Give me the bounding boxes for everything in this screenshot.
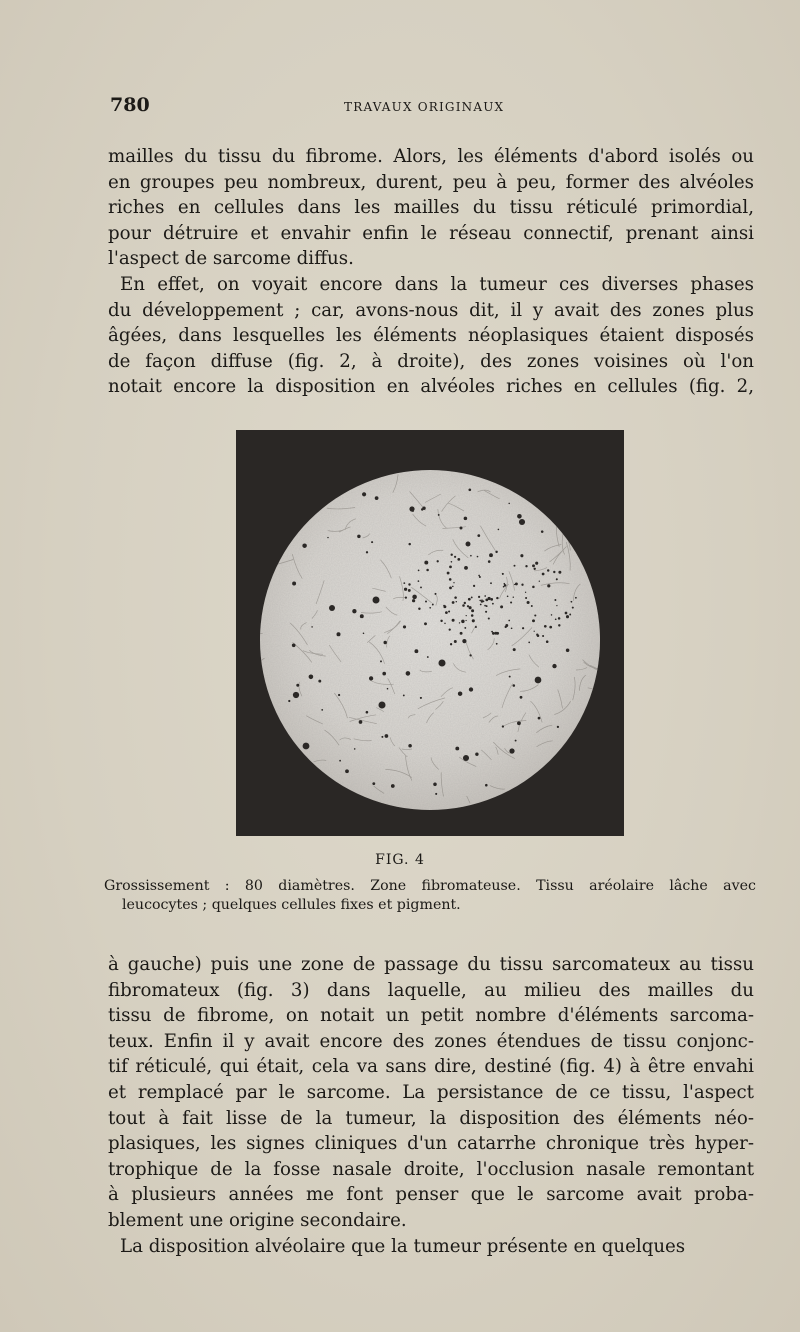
cell-dot xyxy=(327,537,328,538)
text-line: du développement ; car, avons-nous dit, il y avait des zones plus xyxy=(108,299,754,321)
cell-dot xyxy=(509,748,514,753)
cell-dot xyxy=(464,627,466,629)
text-line: riches en cellules dans les mailles du tissu réticulé primordial, xyxy=(108,197,754,219)
cell-dot xyxy=(408,583,410,585)
cell-dot xyxy=(380,660,382,662)
cell-dot xyxy=(462,604,465,607)
text-line: de façon diffuse (fig. 2, à droite), des zones voisines où l'on xyxy=(108,350,754,372)
cell-dot xyxy=(451,561,453,563)
cell-dot xyxy=(321,709,323,711)
cell-dot xyxy=(521,584,523,586)
text-line: trophique de la fosse nasale droite, l'occlusion nasale remontant xyxy=(108,1158,754,1180)
text-line: et remplacé par le sarcome. La persistance de ce tissu, l'aspect xyxy=(108,1081,754,1103)
cell-dot xyxy=(391,784,395,788)
cell-dot xyxy=(488,617,490,619)
cell-dot xyxy=(427,656,429,658)
cell-dot xyxy=(502,725,504,727)
cell-dot xyxy=(565,612,568,615)
cell-dot xyxy=(292,582,296,586)
text-line: notait encore la disposition en alvéoles riches en cellules (fig. 2, xyxy=(108,376,754,398)
cell-dot xyxy=(496,597,498,599)
cell-dot xyxy=(503,586,505,588)
cell-dot xyxy=(572,607,574,609)
cell-dot xyxy=(422,506,425,509)
cell-dot xyxy=(517,514,522,519)
cell-dot xyxy=(490,582,492,584)
micrograph-image xyxy=(236,430,624,836)
cell-dot xyxy=(566,649,570,653)
cell-dot xyxy=(296,684,299,687)
cell-dot xyxy=(513,648,516,651)
cell-dot xyxy=(418,607,420,609)
cell-dot xyxy=(509,676,511,678)
cell-dot xyxy=(546,640,549,643)
cell-dot xyxy=(373,597,380,604)
cell-dot xyxy=(378,701,385,708)
cell-dot xyxy=(452,586,454,588)
cell-dot xyxy=(520,696,523,699)
cell-dot xyxy=(477,534,480,537)
cell-dot xyxy=(502,573,504,575)
running-head: TRAVAUX ORIGINAUX xyxy=(344,100,505,114)
cell-dot xyxy=(366,711,369,714)
paragraph-bottom xyxy=(108,952,754,1259)
cell-dot xyxy=(425,600,427,602)
cell-dot xyxy=(475,626,477,628)
cell-dot xyxy=(424,622,427,625)
cell-dot xyxy=(383,641,386,644)
cell-dot xyxy=(557,726,559,728)
cell-dot xyxy=(360,614,364,618)
cell-dot xyxy=(532,586,535,589)
cell-dot xyxy=(480,604,482,606)
cell-dot xyxy=(463,755,469,761)
cell-dot xyxy=(309,675,314,680)
cell-dot xyxy=(345,769,349,773)
cell-dot xyxy=(478,596,480,598)
cell-dot xyxy=(558,617,561,620)
cell-dot xyxy=(292,643,296,647)
cell-dot xyxy=(438,659,445,666)
cell-dot xyxy=(466,542,471,547)
cell-dot xyxy=(475,753,478,756)
cell-dot xyxy=(302,543,307,548)
cell-dot xyxy=(489,553,493,557)
cell-dot xyxy=(525,597,527,599)
cell-dot xyxy=(478,575,480,577)
text-line: à gauche) puis une zone de passage du tissu sarcomateux au tissu xyxy=(108,954,754,975)
cell-dot xyxy=(481,600,483,602)
cell-dot xyxy=(404,588,407,591)
cell-dot xyxy=(558,571,561,574)
cell-dot xyxy=(507,595,509,597)
cell-dot xyxy=(468,598,471,601)
cell-dot xyxy=(303,743,310,750)
cell-dot xyxy=(454,596,457,599)
cell-dot xyxy=(449,628,451,630)
cell-dot xyxy=(522,627,524,629)
cell-dot xyxy=(500,605,503,608)
cell-dot xyxy=(544,625,547,628)
cell-dot xyxy=(519,519,525,525)
cell-dot xyxy=(437,560,439,562)
cell-dot xyxy=(369,676,373,680)
cell-dot xyxy=(406,671,411,676)
cell-dot xyxy=(527,601,530,604)
cell-dot xyxy=(440,620,442,622)
cell-dot xyxy=(432,604,434,606)
cell-dot xyxy=(461,620,464,623)
cell-dot xyxy=(466,615,467,616)
cell-dot xyxy=(336,632,340,636)
cell-dot xyxy=(452,619,455,622)
cell-dot xyxy=(492,603,494,605)
cell-dot xyxy=(318,680,321,683)
cell-dot xyxy=(492,632,495,635)
cell-dot xyxy=(451,554,453,556)
cell-dot xyxy=(485,611,487,613)
text-line: fibromateux (fig. 3) dans laquelle, au milieu des mailles du xyxy=(108,979,754,1001)
cell-dot xyxy=(534,631,535,632)
cell-dot xyxy=(429,607,431,609)
text-line: en groupes peu nombreux, durent, peu à peu, former des alvéoles xyxy=(108,171,754,193)
cell-dot xyxy=(339,760,341,762)
cell-dot xyxy=(433,783,437,787)
cell-dot xyxy=(569,614,571,616)
cell-dot xyxy=(532,564,535,567)
cell-dot xyxy=(555,618,557,620)
cell-dot xyxy=(366,551,368,553)
cell-dot xyxy=(363,633,365,635)
text-line: La disposition alvéolaire que la tumeur présente en quelques xyxy=(120,1235,686,1257)
cell-dot xyxy=(498,529,500,531)
cell-dot xyxy=(359,720,363,724)
cell-dot xyxy=(538,717,541,720)
cell-dot xyxy=(454,556,456,558)
text-line: mailles du tissu du fibrome. Alors, les éléments d'abord isolés ou xyxy=(108,146,754,167)
cell-dot xyxy=(537,635,540,638)
cell-dot xyxy=(362,492,366,496)
cell-dot xyxy=(575,597,577,599)
cell-dot xyxy=(457,558,460,561)
cell-dot xyxy=(288,700,290,702)
cell-dot xyxy=(405,596,407,598)
cell-dot xyxy=(408,744,412,748)
text-line: blement une origine secondaire. xyxy=(108,1209,407,1231)
cell-dot xyxy=(471,609,474,612)
cell-dot xyxy=(459,622,460,623)
cell-dot xyxy=(372,782,375,785)
cell-dot xyxy=(464,517,468,521)
cell-dot xyxy=(515,740,517,742)
cell-dot xyxy=(465,620,466,621)
cell-dot xyxy=(403,625,406,628)
cell-dot xyxy=(449,587,452,590)
cell-dot xyxy=(385,734,389,738)
cell-dot xyxy=(443,605,446,608)
cell-dot xyxy=(472,619,475,622)
paragraph-top xyxy=(108,144,754,400)
cell-dot xyxy=(420,586,422,588)
cell-dot xyxy=(357,535,360,538)
cell-dot xyxy=(456,601,457,602)
text-line: En effet, on voyait encore dans la tumeur ces diverses phases xyxy=(120,273,754,295)
cell-dot xyxy=(549,626,552,629)
cell-dot xyxy=(513,684,516,687)
cell-dot xyxy=(471,614,474,617)
cell-dot xyxy=(515,582,518,585)
cell-dot xyxy=(477,556,479,558)
cell-dot xyxy=(409,506,414,511)
cell-dot xyxy=(387,688,389,690)
cell-dot xyxy=(525,592,526,593)
cell-dot xyxy=(470,555,472,557)
cell-dot xyxy=(435,793,437,795)
cell-dot xyxy=(455,747,459,751)
cell-dot xyxy=(484,595,486,597)
cell-dot xyxy=(338,694,340,696)
cell-dot xyxy=(403,582,405,584)
cell-dot xyxy=(552,664,556,668)
cell-dot xyxy=(462,639,466,643)
cell-dot xyxy=(496,643,498,645)
text-line: tout à fait lisse de la tumeur, la disposition des éléments néo- xyxy=(108,1107,754,1129)
cell-dot xyxy=(311,626,313,628)
cell-dot xyxy=(293,692,299,698)
cell-dot xyxy=(517,721,521,725)
cell-dot xyxy=(414,649,418,653)
cell-dot xyxy=(458,691,462,695)
cell-dot xyxy=(460,632,463,635)
cell-dot xyxy=(381,736,383,738)
text-line: à plusieurs années me font penser que le sarcome avait proba- xyxy=(108,1184,754,1206)
cell-dot xyxy=(460,527,463,530)
cell-dot xyxy=(454,640,457,643)
cell-dot xyxy=(418,580,420,582)
cell-dot xyxy=(444,623,445,624)
cell-dot xyxy=(535,677,542,684)
cell-dot xyxy=(508,620,510,622)
page-header xyxy=(110,94,670,120)
cell-dot xyxy=(551,614,553,616)
cell-dot xyxy=(426,569,429,572)
cell-dot xyxy=(528,642,530,644)
figure-caption xyxy=(104,877,756,914)
cell-dot xyxy=(510,601,512,603)
cell-dot xyxy=(468,488,471,491)
cell-dot xyxy=(547,584,550,587)
cell-dot xyxy=(467,605,469,607)
cell-dot xyxy=(547,569,549,571)
cell-dot xyxy=(505,624,508,627)
cell-dot xyxy=(508,503,510,505)
cell-dot xyxy=(488,560,491,563)
figure-label: FIG. 4 xyxy=(375,852,425,868)
cell-dot xyxy=(448,610,450,612)
cell-dot xyxy=(469,654,471,656)
cell-dot xyxy=(495,551,497,553)
cell-dot xyxy=(531,605,533,607)
cell-dot xyxy=(514,565,516,567)
cell-dot xyxy=(471,596,473,598)
cell-dot xyxy=(488,597,491,600)
cell-dot xyxy=(571,601,573,603)
cell-dot xyxy=(464,602,466,604)
cell-dot xyxy=(424,561,428,565)
cell-dot xyxy=(408,589,411,592)
cell-dot xyxy=(486,605,488,607)
text-line: l'aspect de sarcome diffus. xyxy=(108,248,354,270)
cell-dot xyxy=(525,565,527,567)
cell-dot xyxy=(354,748,356,750)
cell-dot xyxy=(556,605,557,606)
cell-dot xyxy=(445,611,448,614)
cell-dot xyxy=(534,568,536,570)
cell-dot xyxy=(556,578,558,580)
text-line: âgées, dans lesquelles les éléments néoplasiques étaient disposés xyxy=(108,325,754,347)
cell-dot xyxy=(438,514,440,516)
text-line: plasiques, les signes cliniques d'un catarrhe chronique très hyper- xyxy=(108,1133,754,1155)
cell-dot xyxy=(453,582,454,583)
cell-dot xyxy=(403,694,405,696)
cell-dot xyxy=(449,578,452,581)
cell-dot xyxy=(511,627,513,629)
cell-dot xyxy=(464,566,468,570)
cell-dot xyxy=(371,541,373,543)
cell-dot xyxy=(553,571,555,573)
caption-line: leucocytes ; quelques cellules fixes et pigment. xyxy=(122,896,461,913)
cell-dot xyxy=(566,615,569,618)
cell-dot xyxy=(473,585,475,587)
cell-dot xyxy=(541,530,544,533)
cell-dot xyxy=(490,598,493,601)
cell-dot xyxy=(534,614,536,616)
page-number: 780 xyxy=(110,94,150,116)
cell-dot xyxy=(418,570,420,572)
cell-dot xyxy=(412,595,417,600)
cell-dot xyxy=(447,572,450,575)
cell-dot xyxy=(382,672,386,676)
cell-dot xyxy=(449,566,452,569)
cell-dot xyxy=(558,624,560,626)
cell-dot xyxy=(485,784,488,787)
cell-dot xyxy=(469,687,473,691)
cell-dot xyxy=(539,581,540,582)
text-line: tissu de fibrome, on notait un petit nombre d'éléments sarcoma- xyxy=(108,1005,754,1027)
cell-dot xyxy=(408,543,410,545)
cell-dot xyxy=(329,605,335,611)
cell-dot xyxy=(542,635,544,637)
caption-line: Grossissement : 80 diamètres. Zone fibromateuse. Tissu aréolaire lâche avec xyxy=(104,878,756,894)
cell-dot xyxy=(554,599,556,601)
cell-dot xyxy=(420,697,422,699)
cell-dot xyxy=(520,554,523,557)
cell-dot xyxy=(479,600,481,602)
micrograph-figure xyxy=(236,430,624,836)
text-line: pour détruire et envahir enfin le réseau connectif, prenant ainsi xyxy=(108,222,754,244)
cell-dot xyxy=(375,496,379,500)
cell-dot xyxy=(352,609,356,613)
cell-dot xyxy=(513,596,514,597)
cell-dot xyxy=(452,601,455,604)
cell-dot xyxy=(532,619,535,622)
text-line: teux. Enfin il y avait encore des zones étendues de tissu conjonc- xyxy=(108,1030,754,1052)
cell-dot xyxy=(535,562,538,565)
cell-dot xyxy=(542,573,545,576)
cell-dot xyxy=(450,643,452,645)
cell-dot xyxy=(494,632,497,635)
cell-dot xyxy=(412,599,415,602)
text-line: tif réticulé, qui était, cela va sans dire, destiné (fig. 4) à être envahi xyxy=(108,1056,754,1078)
cell-dot xyxy=(469,606,472,609)
cell-dot xyxy=(434,593,436,595)
